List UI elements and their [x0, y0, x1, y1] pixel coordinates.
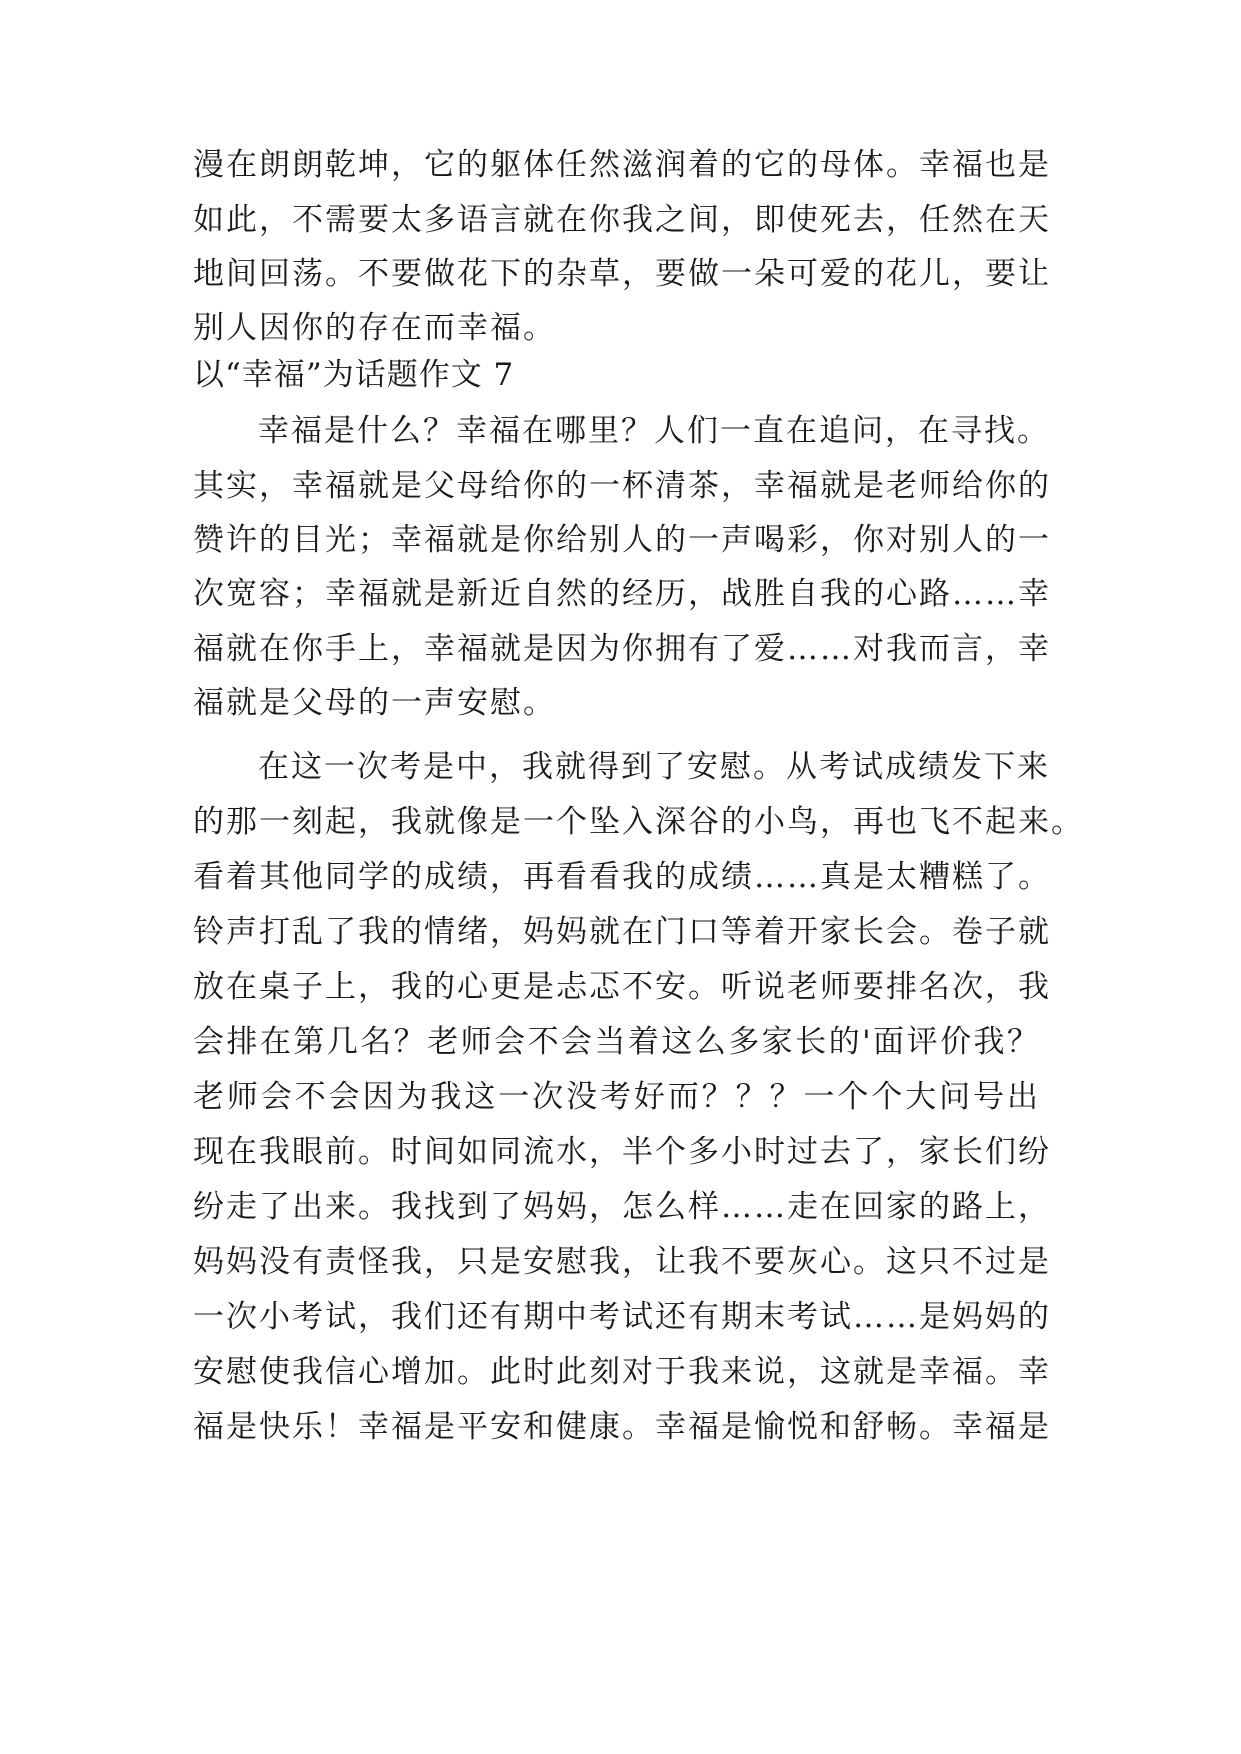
paragraph-3-line-11: 一次小考试，我们还有期中考试还有期末考试……是妈妈的 — [193, 1299, 1051, 1335]
paragraph-3-line-5: 放在桌子上，我的心更是忐忑不安。听说老师要排名次，我 — [193, 969, 1051, 1005]
paragraph-3-line-10: 妈妈没有责怪我，只是安慰我，让我不要灰心。这只不过是 — [193, 1244, 1051, 1280]
paragraph-3-line-8: 现在我眼前。时间如同流水，半个多小时过去了，家长们纷 — [193, 1134, 1051, 1170]
paragraph-2-line-4: 次宽容；幸福就是新近自然的经历，战胜自我的心路……幸 — [193, 576, 1051, 612]
paragraph-1-line-1: 漫在朗朗乾坤，它的躯体任然滋润着的它的母体。幸福也是 — [193, 147, 1051, 183]
paragraph-2-line-5: 福就在你手上，幸福就是因为你拥有了爱……对我而言，幸 — [193, 631, 1051, 667]
paragraph-1-line-4: 别人因你的存在而幸福。 — [193, 310, 556, 346]
paragraph-2-line-6: 福就是父母的一声安慰。 — [193, 685, 556, 721]
paragraph-3-line-12: 安慰使我信心增加。此时此刻对于我来说，这就是幸福。幸 — [193, 1354, 1051, 1390]
paragraph-3-line-6: 会排在第几名？老师会不会当着这么多家长的'面评价我？ — [193, 1024, 1040, 1060]
paragraph-3-line-3: 看着其他同学的成绩，再看看我的成绩……真是太糟糕了。 — [193, 859, 1051, 895]
paragraph-1-line-3: 地间回荡。不要做花下的杂草，要做一朵可爱的花儿，要让 — [193, 256, 1051, 292]
paragraph-2-line-3: 赞许的目光；幸福就是你给别人的一声喝彩，你对别人的一 — [193, 522, 1051, 558]
paragraph-3-line-2: 的那一刻起，我就像是一个坠入深谷的小鸟，再也飞不起来。 — [193, 804, 1084, 840]
paragraph-1-line-2: 如此，不需要太多语言就在你我之间，即使死去，任然在天 — [193, 202, 1051, 238]
paragraph-3-line-9: 纷走了出来。我找到了妈妈，怎么样……走在回家的路上， — [193, 1189, 1051, 1225]
paragraph-3-line-4: 铃声打乱了我的情绪，妈妈就在门口等着开家长会。卷子就 — [193, 914, 1051, 950]
paragraph-3-line-7: 老师会不会因为我这一次没考好而？？？一个个大问号出 — [193, 1079, 1040, 1115]
paragraph-2-line-2: 其实，幸福就是父母给你的一杯清茶，幸福就是老师给你的 — [193, 468, 1051, 504]
paragraph-2-line-1: 幸福是什么？幸福在哪里？人们一直在追问，在寻找。 — [258, 413, 1050, 449]
essay-heading: 以“幸福”为话题作文 7 — [193, 357, 515, 393]
paragraph-3-line-13: 福是快乐！幸福是平安和健康。幸福是愉悦和舒畅。幸福是 — [193, 1409, 1051, 1445]
paragraph-3-line-1: 在这一次考是中，我就得到了安慰。从考试成绩发下来 — [258, 749, 1050, 785]
